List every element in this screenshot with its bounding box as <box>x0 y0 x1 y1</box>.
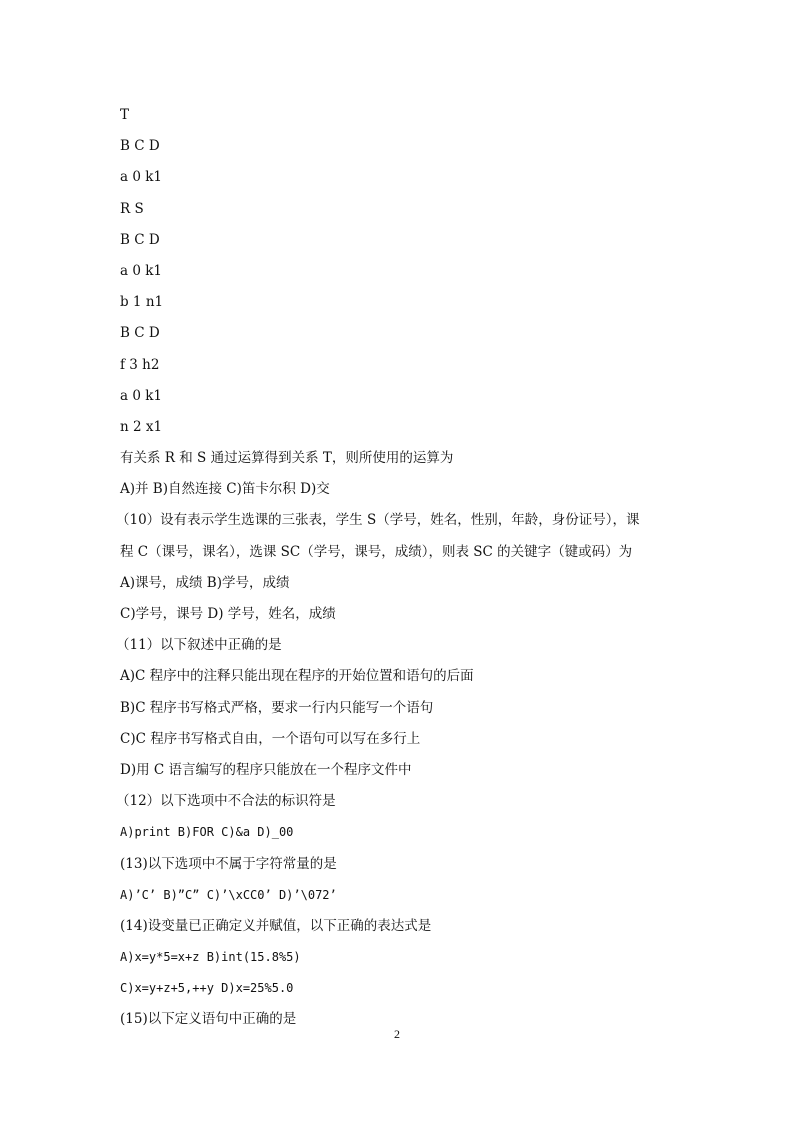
question-text: 程 C（课号，课名），选课 SC（学号，课号，成绩），则表 SC 的关键字（键或码）为 <box>120 543 633 560</box>
answer-options: A)’C’ B)”C” C)’\xCC0’ D)’\072’ <box>120 887 337 902</box>
text-line: n 2 x1 <box>120 418 163 435</box>
text-line: B C D <box>120 325 160 342</box>
text-line: R S <box>120 200 144 217</box>
text-line: b 1 n1 <box>120 294 164 311</box>
text-line: B C D <box>120 138 160 155</box>
answer-option: B)C 程序书写格式严格，要求一行内只能写一个语句 <box>120 699 434 716</box>
answer-option: C)C 程序书写格式自由，一个语句可以写在多行上 <box>120 730 421 747</box>
question-text: (14)设变量已正确定义并赋值，以下正确的表达式是 <box>120 917 432 934</box>
question-text: （11）以下叙述中正确的是 <box>116 637 282 654</box>
answer-options: A)x=y*5=x+z B)int(15.8%5) <box>120 950 301 965</box>
question-text: (13)以下选项中不属于字符常量的是 <box>120 855 337 872</box>
question-text: (15)以下定义语句中正确的是 <box>120 1011 297 1028</box>
text-body <box>116 104 680 1040</box>
text-line: B C D <box>120 231 160 248</box>
text-line: f 3 h2 <box>120 356 160 373</box>
answer-options: C)学号，课号 D) 学号，姓名，成绩 <box>120 606 336 622</box>
text-line: a 0 k1 <box>120 169 162 186</box>
question-text: （12）以下选项中不合法的标识符是 <box>116 793 336 810</box>
question-text: 有关系 R 和 S 通过运算得到关系 T，则所使用的运算为 <box>120 450 454 467</box>
answer-option: D)用 C 语言编写的程序只能放在一个程序文件中 <box>120 761 412 778</box>
text-line: a 0 k1 <box>120 387 162 404</box>
page-number: 2 <box>394 1027 400 1041</box>
answer-option: A)C 程序中的注释只能出现在程序的开始位置和语句的后面 <box>120 668 474 685</box>
text-line: a 0 k1 <box>120 262 162 279</box>
answer-options: A)print B)FOR C)&a D)_00 <box>120 825 294 840</box>
text-line: T <box>120 107 130 123</box>
answer-options: A)并 B)自然连接 C)笛卡尔积 D)交 <box>120 481 330 498</box>
answer-options: A)课号，成绩 B)学号，成绩 <box>120 574 290 591</box>
answer-options: C)x=y+z+5,++y D)x=25%5.0 <box>120 981 294 996</box>
question-text: （10）设有表示学生选课的三张表，学生 S（学号，姓名，性别，年龄，身份证号），课 <box>116 512 640 529</box>
